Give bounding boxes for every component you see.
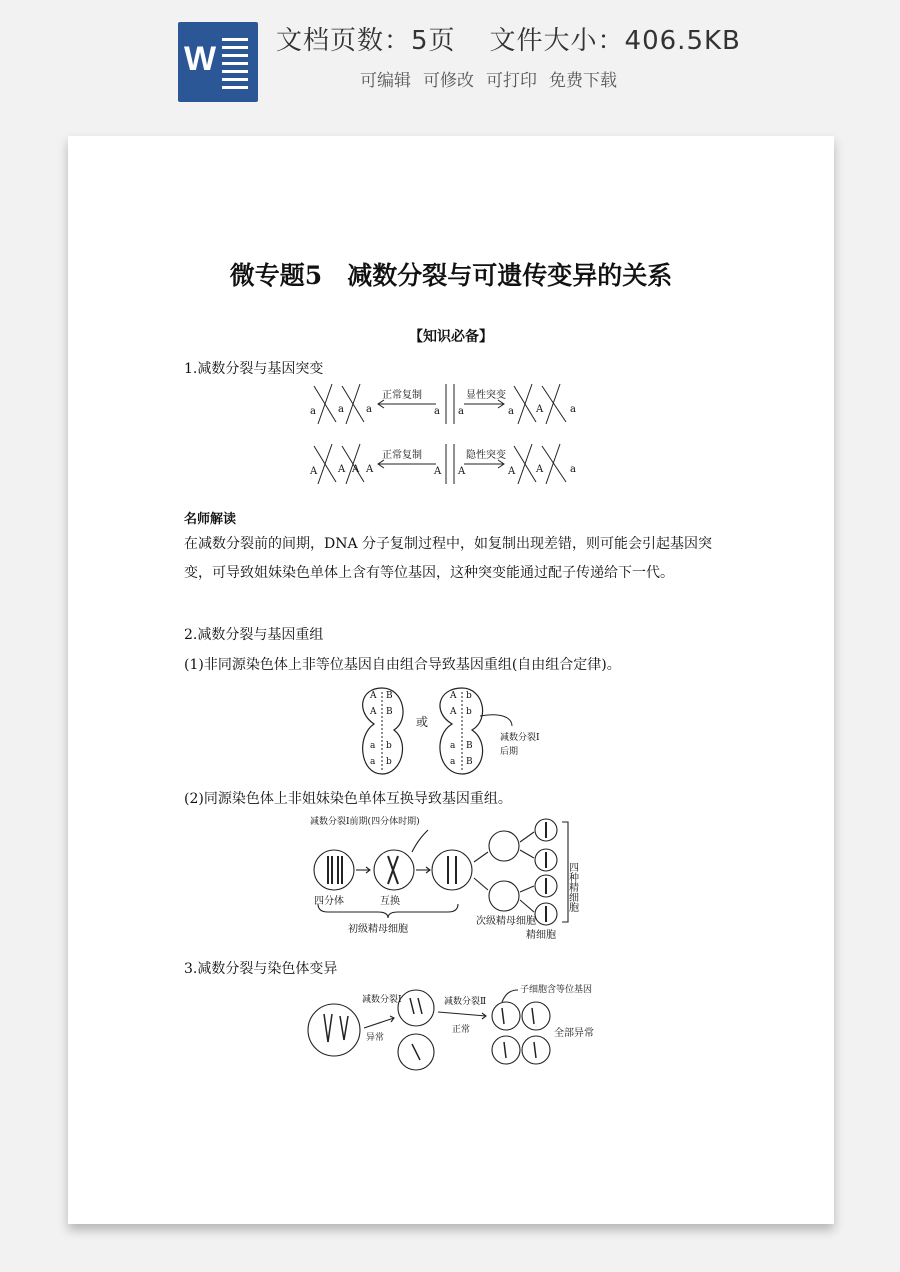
- svg-text:A: A: [508, 466, 516, 477]
- svg-text:A: A: [536, 464, 544, 475]
- svg-text:a: a: [338, 404, 344, 415]
- svg-text:a: a: [310, 406, 316, 417]
- doc-pages: 文档页数：5页: [276, 26, 456, 56]
- sperm-cell-label: 精细胞: [526, 930, 556, 941]
- doc-actions: [360, 66, 629, 91]
- svg-text:B: B: [466, 757, 473, 767]
- svg-text:a: a: [434, 406, 440, 417]
- teacher-text: 在减数分裂前的间期，DNA 分子复制过程中，如复制出现差错，则可能会引起基因突变，可导致姐妹染色单体上含有等位基因，这种突变能通过配子传递给下一代。: [184, 536, 713, 581]
- tetrad-label: 四分体: [314, 896, 344, 907]
- recessive-mutation-label: 隐性突变: [466, 450, 506, 461]
- svg-text:a: a: [450, 741, 456, 751]
- file-size: 文件大小：406.5KB: [489, 26, 741, 56]
- crossing-over-diagram: [308, 812, 598, 946]
- doc-info: [276, 20, 741, 57]
- action-editable: 可编辑: [360, 71, 411, 91]
- svg-text:B: B: [386, 691, 393, 701]
- svg-text:A: A: [450, 691, 457, 701]
- anaphase-label-2: 后期: [500, 747, 519, 757]
- daughter-note: 子细胞含等位基因: [520, 985, 593, 995]
- action-modifiable: 可修改: [423, 71, 474, 91]
- svg-text:a: a: [570, 464, 576, 475]
- all-abnormal-label: 全部异常: [554, 1028, 594, 1039]
- secondary-spermatocyte-label: 次级精母细胞: [476, 916, 536, 927]
- svg-text:a: a: [366, 404, 372, 415]
- normal-label: 正常: [452, 1025, 471, 1035]
- gene-mutation-diagram: [308, 380, 598, 492]
- svg-text:A: A: [338, 464, 346, 475]
- svg-text:A: A: [366, 464, 374, 475]
- section-1-title: 1.减数分裂与基因突变: [184, 361, 324, 377]
- meiosis1-label: 减数分裂Ⅰ: [362, 995, 402, 1005]
- section-2-2-text: (2)同源染色体上非姐妹染色单体互换导致基因重组。: [184, 791, 512, 807]
- anaphase-label-1: 减数分裂Ⅰ: [500, 733, 540, 743]
- dominant-mutation-label: 显性突变: [466, 390, 506, 401]
- normal-copy-label-2: 正常复制: [382, 450, 422, 461]
- svg-text:b: b: [466, 691, 472, 701]
- svg-text:A: A: [310, 466, 318, 477]
- svg-text:B: B: [386, 707, 393, 717]
- svg-text:B: B: [466, 741, 473, 751]
- svg-text:A: A: [450, 707, 457, 717]
- prophase-note: 减数分裂Ⅰ前期(四分体时期): [310, 817, 420, 827]
- svg-text:a: a: [508, 406, 514, 417]
- or-label: 或: [416, 715, 429, 729]
- svg-text:a: a: [370, 741, 376, 751]
- svg-text:A: A: [370, 707, 377, 717]
- page-title: 微专题5 减数分裂与可遗传变异的关系: [229, 261, 673, 290]
- svg-text:a: a: [450, 757, 456, 767]
- section-2-title: 2.减数分裂与基因重组: [184, 627, 324, 643]
- four-kinds-label: 四种精细胞: [566, 862, 578, 912]
- svg-text:a: a: [570, 404, 576, 415]
- section-3-title: 3.减数分裂与染色体变异: [184, 961, 338, 977]
- svg-text:a: a: [370, 757, 376, 767]
- meiosis2-label: 减数分裂Ⅱ: [444, 997, 487, 1007]
- section-2-1-text: (1)非同源染色体上非等位基因自由组合导致基因重组(自由组合定律)。: [184, 657, 621, 673]
- knowledge-header: 【知识必备】: [409, 329, 493, 345]
- normal-copy-label-1: 正常复制: [382, 390, 422, 401]
- abnormal-label: 异常: [366, 1033, 385, 1043]
- action-free-download: 免费下载: [549, 71, 617, 91]
- svg-text:A: A: [434, 466, 442, 477]
- chromosome-variation-diagram: [306, 984, 606, 1074]
- teacher-label: 名师解读: [184, 512, 237, 527]
- svg-text:A: A: [352, 464, 360, 475]
- svg-text:a: a: [458, 406, 464, 417]
- svg-text:b: b: [466, 707, 472, 717]
- svg-text:A: A: [536, 404, 544, 415]
- svg-text:A: A: [370, 691, 377, 701]
- svg-text:b: b: [386, 741, 392, 751]
- action-printable: 可打印: [486, 71, 537, 91]
- exchange-label: 互换: [380, 896, 400, 907]
- primary-spermatocyte-label: 初级精母细胞: [348, 924, 408, 935]
- svg-text:A: A: [458, 466, 466, 477]
- document-page: [68, 136, 834, 1224]
- independent-assortment-diagram: [352, 682, 572, 782]
- svg-text:b: b: [386, 757, 392, 767]
- word-document-icon: W: [178, 22, 258, 102]
- header-bar: [0, 0, 900, 120]
